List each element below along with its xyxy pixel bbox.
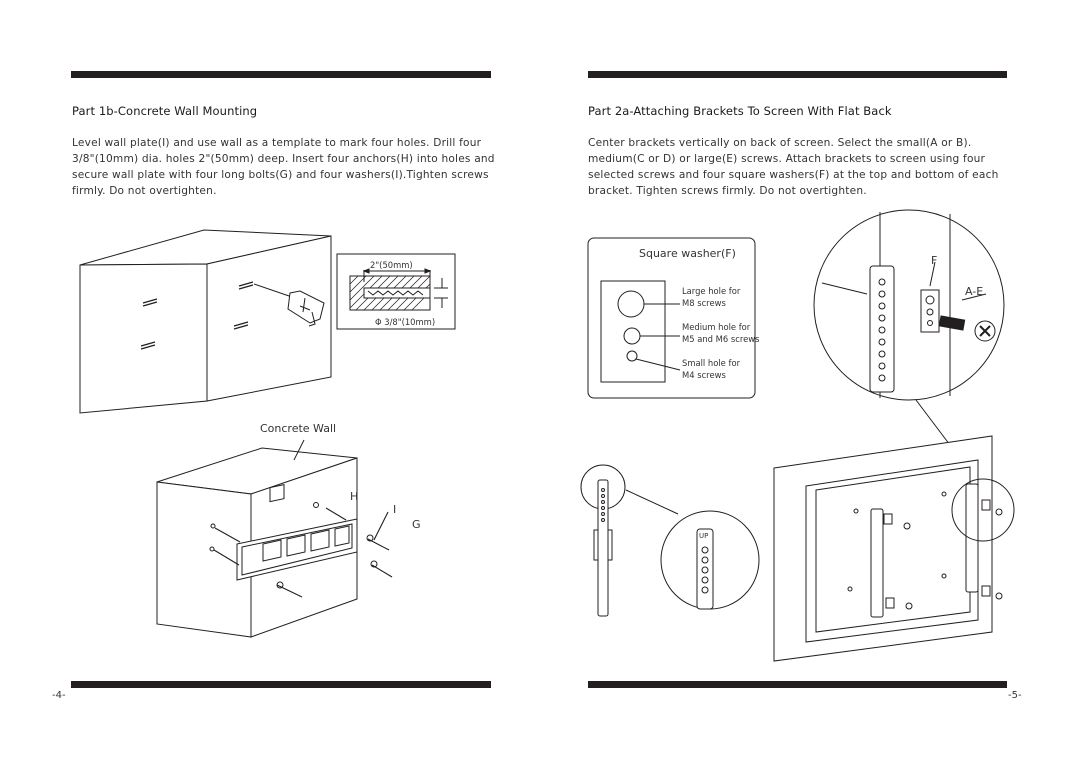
up-label: UP [699, 532, 709, 540]
page-number-left: -4- [52, 690, 66, 701]
large-hole-label-2: M8 screws [682, 298, 726, 308]
label-g: G [412, 518, 421, 531]
small-hole-label-2: M4 screws [682, 370, 726, 380]
label-a-e: A-E [965, 285, 984, 298]
left-instructions: Level wall plate(I) and use wall as a template to mark four holes. Drill four 3/8"(10mm) dia. holes 2"(50mm) deep. Insert four anchors(H) into holes and secure wall plate with four long bolts(G) and four washers(I).Tighten screws firmly. Do not overtighten. [72, 137, 495, 197]
left-section-title: Part 1b-Concrete Wall Mounting [72, 104, 258, 118]
concrete-wall-label: Concrete Wall [260, 422, 337, 435]
label-h: H [350, 490, 359, 503]
label-i: I [393, 503, 397, 516]
bracket-side-detail [581, 465, 759, 616]
drill-depth-label: 2"(50mm) [370, 260, 413, 270]
tv-back-diagram [774, 436, 1014, 661]
large-hole-label-1: Large hole for [682, 286, 741, 296]
wall-block-diagram [80, 230, 331, 413]
medium-hole-label-2: M5 and M6 screws [682, 334, 760, 344]
medium-hole-label-1: Medium hole for [682, 322, 751, 332]
washer-box-title: Square washer(F) [639, 247, 736, 260]
concrete-wall-diagram [157, 440, 392, 637]
page-number-right: -5- [1008, 690, 1022, 701]
drill-diameter-label: Φ 3/8"(10mm) [375, 317, 436, 327]
right-section-title: Part 2a-Attaching Brackets To Screen With Flat Back [588, 104, 892, 118]
small-hole-label-1: Small hole for [682, 358, 741, 368]
right-instructions: Center brackets vertically on back of screen. Select the small(A or B). medium(C or D) or large(E) screws. Attach brackets to screen using four selected screws and four square washers(F) at the top and bottom of each bracket. Tighten screws firmly. Do not overtighten. [588, 137, 999, 197]
washer-info-box [588, 238, 755, 398]
label-f: F [931, 254, 938, 267]
